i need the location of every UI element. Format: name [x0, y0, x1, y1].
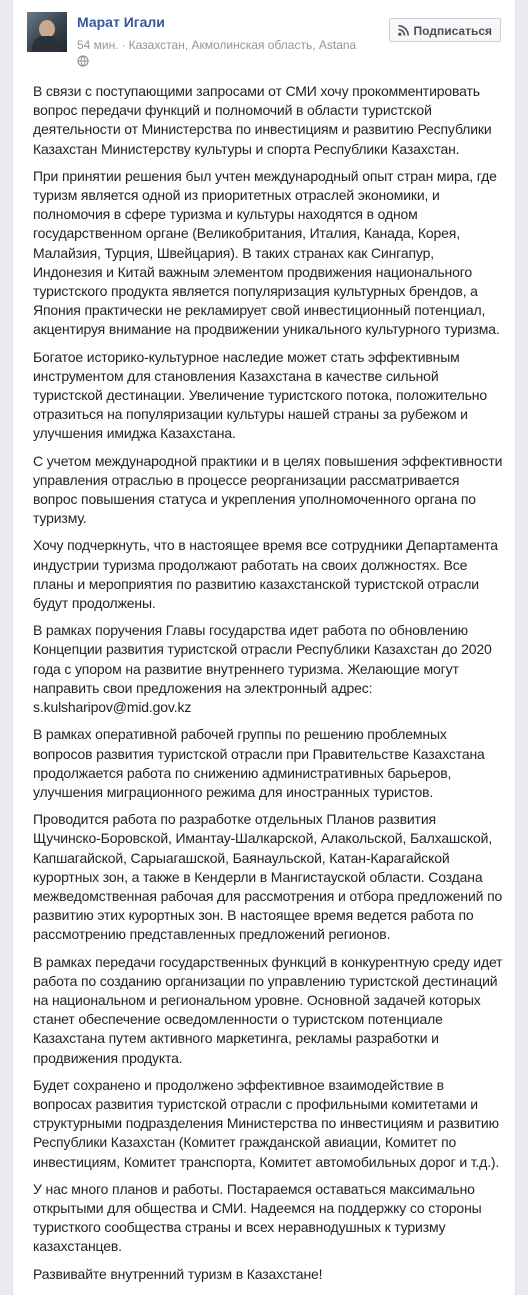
- meta-separator: ·: [121, 38, 126, 52]
- post-paragraph: При принятии решения был учтен международный опыт стран мира, где туризм является одной из приоритетных отраслей экономики, и полномочия в сфере туризма и культуры находятся в одном государственном органе (Великобритания, Италия, Канада, Корея, Малайзия, Турция, Швейцария). В таких странах как Сингапур, Индонезия и Китай важным элементом продвижения национального туристского продукта является популяризация культурных брендов, а Япония практически не рекламирует свой инвестиционный потенциал, акцентируя внимание на продвижении уникального культурного туризма.: [33, 167, 500, 338]
- post-meta: [77, 38, 356, 52]
- subscribe-button[interactable]: [389, 18, 501, 42]
- avatar-body: [32, 36, 62, 52]
- rss-icon: [398, 25, 409, 36]
- post-location[interactable]: Казахстан, Акмолинская область, Astana: [128, 38, 357, 52]
- post-paragraph: Проводится работа по разработке отдельных Планов развития Щучинско-Боровской, Имантау-Шалкарской, Алакольской, Балхашской, Капшагайской, Сарыагашской, Баянаульской, Катан-Карагайской курортных зон, а также в Кендерли в Мангистауской области. Создана межведомственная рабочая для рассмотрения и отбора предложений по развитию этих курортных зон. В настоящее время ведется работа по рассмотрению представленных предложений регионов.: [33, 811, 503, 943]
- post-paragraph: В связи с поступающими запросами от СМИ хочу прокомментировать вопрос передачи функций и полномочий в области туристской деятельности от Министерства по инвестициям и развитию Республики Казахстан Министерству культуры и спорта Республики Казахстан.: [33, 83, 492, 157]
- post-paragraph: У нас много планов и работы. Постараемся оставаться максимально открытыми для общества и СМИ. Надеемся на поддержку со стороны туристкого сообщества страны и всех неравнодушных к туризму казахстанцев.: [33, 1180, 482, 1255]
- post-paragraph: Будет сохранено и продолжено эффективное взаимодействие в вопросах развития туристской отрасли с профильными комитетами и структурными подразделения Министерства по инвестициям и развитию Республики Казахстан (Комитет гражданской авиации, Комитет по инвестициям, Комитет транспорта, Комитет автомобильных дорог и т.д.).: [33, 1076, 500, 1170]
- post-paragraph: В рамках оперативной рабочей группы по решению проблемных вопросов развития туристской отрасли при Правительстве Казахстана продолжается работа по снижению административных барьеров, улучшения миграционного режима для иностранных туристов.: [33, 726, 485, 800]
- globe-icon[interactable]: [77, 55, 89, 67]
- post-paragraph: Развивайте внутренний туризм в Казахстане!: [33, 1265, 323, 1282]
- post-paragraph: В рамках передачи государственных функций в конкурентную среду идет работа по созданию организации по управлению туристской дестинаций на национальном и региональном уровне. Основной задачей которых станет обеспечение осведомленности о туристском потенциале Казахстана путем активного маркетинга, рекламы разработки и продвижения продукта.: [33, 953, 503, 1066]
- post-paragraph: Богатое историко-культурное наследие может стать эффективным инструментом для становления Казахстана в качестве сильной туристской дестинации. Увеличение туристского потока, положительно отразиться на популяризации культуры нашей страны за рубежом и улучшения имиджа Казахстана.: [33, 348, 487, 442]
- author-name[interactable]: Марат Игали: [77, 14, 165, 30]
- post-header: [13, 0, 515, 82]
- post-paragraph: С учетом международной практики и в целях повышения эффективности управления отраслью в процессе реорганизации рассматривается вопрос повышения статуса и укрепления уполномоченного органа по туризму.: [33, 452, 503, 527]
- post-card: [12, 0, 516, 1295]
- post-paragraph: Хочу подчеркнуть, что в настоящее время все сотрудники Департамента индустрии туризма продолжают работать на своих должностях. Все планы и мероприятия по развитию казахстанской туристской отрасли будут продолжены.: [33, 537, 498, 612]
- subscribe-label: Подписаться: [413, 24, 492, 38]
- author-avatar[interactable]: [27, 12, 67, 52]
- post-body: [33, 82, 503, 1292]
- post-paragraph: В рамках поручения Главы государства идет работа по обновлению Концепции развития туристской отрасли Республики Казахстан до 2020 года с упором на развитие внутреннего туризма. Желающие могут направить свои предложения на электронный адрес: s.kulsharipov@mid.gov.kz: [33, 622, 492, 716]
- post-time[interactable]: 54 мин.: [77, 38, 119, 52]
